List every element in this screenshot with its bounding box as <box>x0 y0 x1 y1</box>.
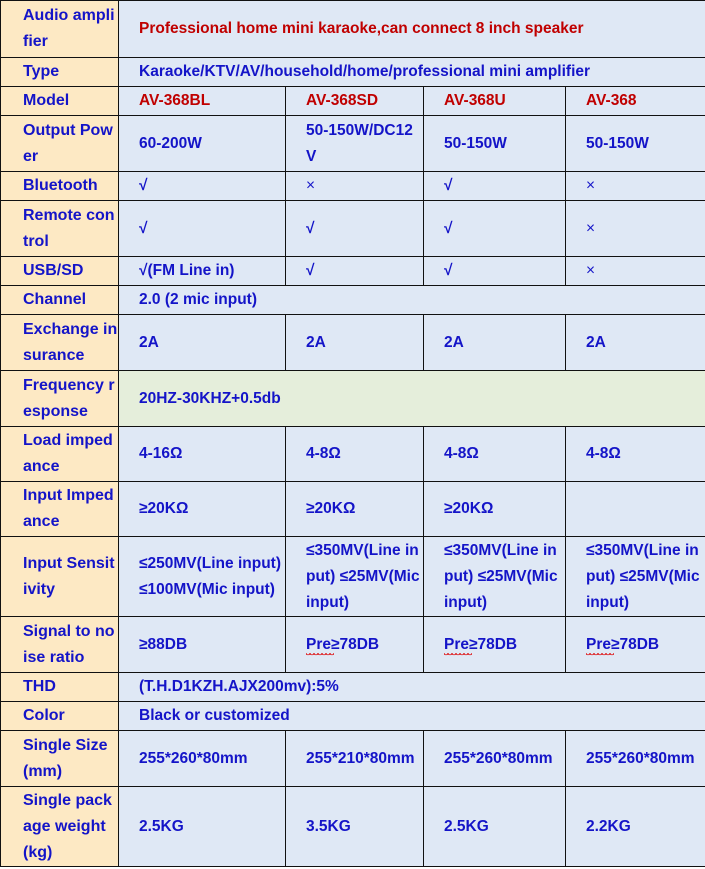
row-single-size <box>1 731 705 787</box>
cell-av-368bl: √ <box>119 172 286 201</box>
cell-av-368 <box>566 482 705 537</box>
row-label: Signal to noise ratio <box>1 617 119 673</box>
row-exchange-insurance <box>1 315 705 371</box>
cell-av-368: 2A <box>566 315 705 371</box>
row-label: THD <box>1 673 119 702</box>
row-label: Input Sensitivity <box>1 537 119 617</box>
snr-value: Pre≥78DB <box>444 632 517 658</box>
cell-av-368sd: 50-150W/DC12V <box>286 116 424 172</box>
cell-av-368u: 50-150W <box>424 116 566 172</box>
cell-av-368sd: 2A <box>286 315 424 371</box>
row-value: Professional home mini karaoke,can connect 8 inch speaker <box>119 1 705 58</box>
row-snr <box>1 617 705 673</box>
cell-av-368u: √ <box>424 201 566 257</box>
cell-av-368sd: √ <box>286 201 424 257</box>
cell-av-368sd <box>286 617 424 673</box>
row-label: Input Impedance <box>1 482 119 537</box>
row-load-impedance <box>1 427 705 482</box>
cell-av-368u: 2A <box>424 315 566 371</box>
cell-av-368: × <box>566 201 705 257</box>
cell-av-368u: 4-8Ω <box>424 427 566 482</box>
cell-av-368bl: ≥88DB <box>119 617 286 673</box>
cell-av-368u: √ <box>424 172 566 201</box>
row-label: Single package weight(kg) <box>1 787 119 867</box>
cell-av-368u: AV-368U <box>424 87 566 116</box>
row-value: 20HZ-30KHZ+0.5db <box>119 371 705 427</box>
row-label: Color <box>1 702 119 731</box>
row-label: Frequency response <box>1 371 119 427</box>
row-package-weight <box>1 787 705 867</box>
cell-av-368: 50-150W <box>566 116 705 172</box>
cell-av-368u: 255*260*80mm <box>424 731 566 787</box>
cell-av-368bl: √ <box>119 201 286 257</box>
row-label: Audio amplifier <box>1 1 119 58</box>
cell-av-368 <box>566 617 705 673</box>
cell-av-368sd: AV-368SD <box>286 87 424 116</box>
cell-av-368bl: 60-200W <box>119 116 286 172</box>
cell-av-368sd: 255*210*80mm <box>286 731 424 787</box>
cell-av-368sd: × <box>286 172 424 201</box>
cell-av-368sd: 4-8Ω <box>286 427 424 482</box>
snr-value: Pre≥78DB <box>586 632 659 658</box>
cell-av-368sd: √ <box>286 257 424 286</box>
cell-av-368: × <box>566 257 705 286</box>
cell-av-368u <box>424 617 566 673</box>
cell-av-368u: √ <box>424 257 566 286</box>
cell-av-368u: ≤350MV(Line input) ≤25MV(Mic input) <box>424 537 566 617</box>
row-label: Bluetooth <box>1 172 119 201</box>
cell-av-368bl: 4-16Ω <box>119 427 286 482</box>
row-remote-control <box>1 201 705 257</box>
row-input-impedance <box>1 482 705 537</box>
row-label: Exchange insurance <box>1 315 119 371</box>
row-thd <box>1 673 705 702</box>
row-label: Channel <box>1 286 119 315</box>
cell-av-368bl: ≤250MV(Line input) ≤100MV(Mic input) <box>119 537 286 617</box>
row-input-sensitivity <box>1 537 705 617</box>
row-label: Output Power <box>1 116 119 172</box>
row-label: Remote control <box>1 201 119 257</box>
row-label: USB/SD <box>1 257 119 286</box>
row-value: (T.H.D1KZH.AJX200mv):5% <box>119 673 705 702</box>
row-channel <box>1 286 705 315</box>
row-value: Karaoke/KTV/AV/household/home/professional mini amplifier <box>119 58 705 87</box>
cell-av-368bl: 2.5KG <box>119 787 286 867</box>
cell-av-368bl: 2A <box>119 315 286 371</box>
snr-value: Pre≥78DB <box>306 632 379 658</box>
row-value: 2.0 (2 mic input) <box>119 286 705 315</box>
row-type <box>1 58 705 87</box>
row-output-power <box>1 116 705 172</box>
cell-av-368bl: ≥20KΩ <box>119 482 286 537</box>
row-label: Model <box>1 87 119 116</box>
row-color <box>1 702 705 731</box>
cell-av-368: ≤350MV(Line input) ≤25MV(Mic input) <box>566 537 705 617</box>
row-value: Black or customized <box>119 702 705 731</box>
cell-av-368bl: AV-368BL <box>119 87 286 116</box>
row-usb-sd <box>1 257 705 286</box>
cell-av-368bl: 255*260*80mm <box>119 731 286 787</box>
cell-av-368sd: ≥20KΩ <box>286 482 424 537</box>
cell-av-368sd: 3.5KG <box>286 787 424 867</box>
row-frequency-response <box>1 371 705 427</box>
cell-av-368u: 2.5KG <box>424 787 566 867</box>
cell-av-368u: ≥20KΩ <box>424 482 566 537</box>
cell-av-368: × <box>566 172 705 201</box>
row-audio-amplifier <box>1 1 705 58</box>
cell-av-368bl: √(FM Line in) <box>119 257 286 286</box>
cell-av-368: 2.2KG <box>566 787 705 867</box>
cell-av-368: 255*260*80mm <box>566 731 705 787</box>
cell-av-368: AV-368 <box>566 87 705 116</box>
row-label: Type <box>1 58 119 87</box>
cell-av-368sd: ≤350MV(Line input) ≤25MV(Mic input) <box>286 537 424 617</box>
row-model <box>1 87 705 116</box>
row-label: Single Size(mm) <box>1 731 119 787</box>
cell-av-368: 4-8Ω <box>566 427 705 482</box>
row-bluetooth <box>1 172 705 201</box>
row-label: Load impedance <box>1 427 119 482</box>
